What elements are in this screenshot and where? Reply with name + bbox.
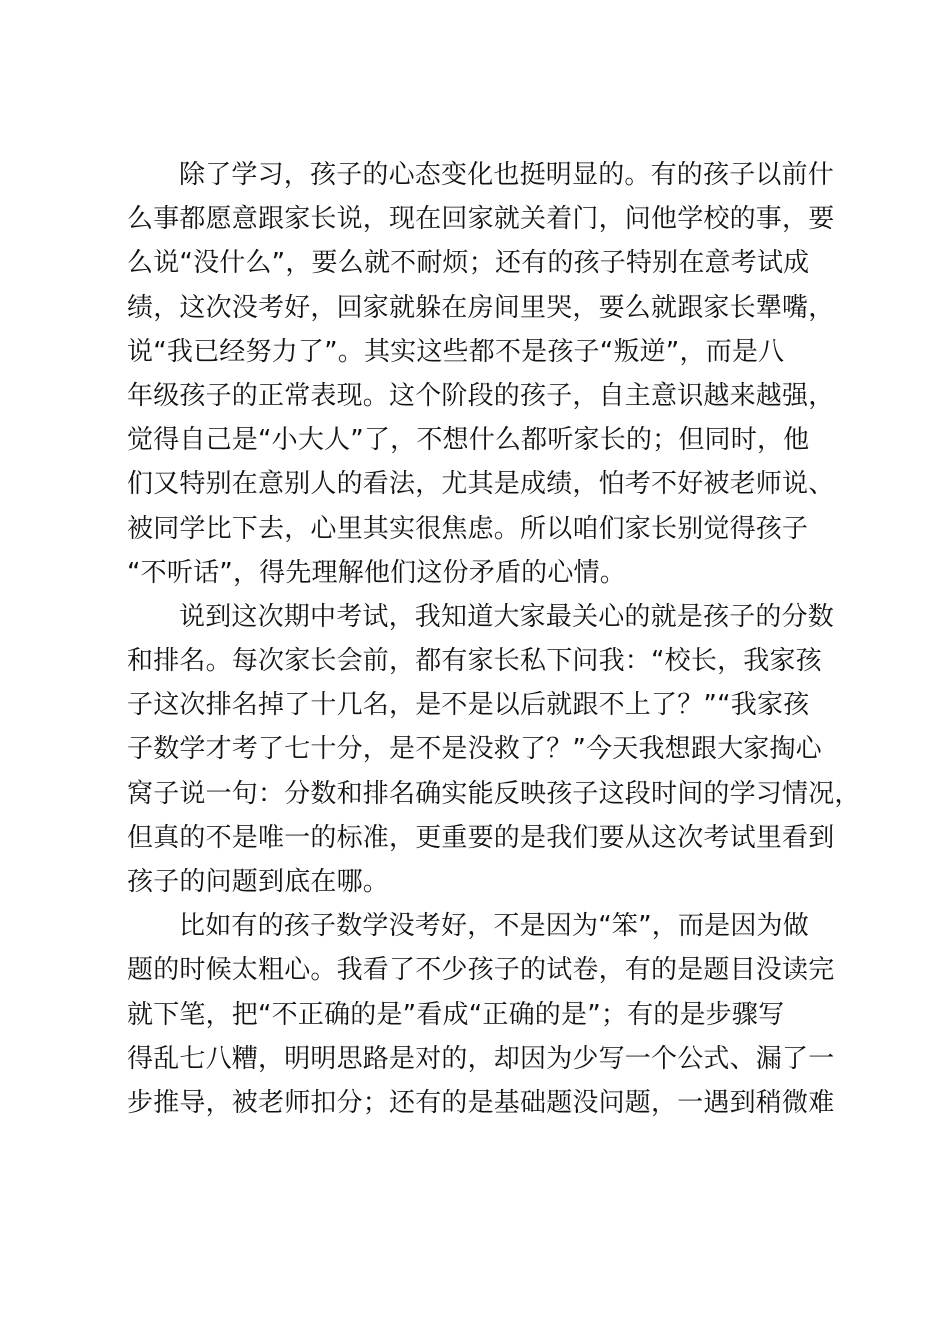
text-line: 说到这次期中考试，我知道大家最关心的就是孩子的分数 (179, 601, 835, 632)
text-line: 说“我已经努力了”。其实这些都不是孩子“叛逆”，而是八 (127, 336, 785, 367)
text-line: 么事都愿意跟家长说，现在回家就关着门，问他学校的事，要 (127, 204, 835, 235)
text-line: 和排名。每次家长会前，都有家长私下问我：“校长，我家孩 (127, 646, 822, 677)
text-line: 但真的不是唯一的标准，更重要的是我们要从这次考试里看到 (127, 822, 835, 853)
text-line: 被同学比下去，心里其实很焦虑。所以咱们家长别觉得孩子 (127, 513, 809, 544)
text-line: 窝子说一句：分数和排名确实能反映孩子这段时间的学习情况， (127, 778, 861, 809)
text-line: 孩子的问题到底在哪。 (127, 867, 390, 897)
text-line: 么说“没什么”，要么就不耐烦；还有的孩子特别在意考试成 (127, 248, 810, 279)
text-line: “不听话”，得先理解他们这份矛盾的心情。 (127, 557, 626, 588)
text-line: 年级孩子的正常表现。这个阶段的孩子，自主意识越来越强， (127, 380, 835, 411)
text-line: 除了学习，孩子的心态变化也挺明显的。有的孩子以前什 (179, 160, 835, 190)
text-line: 子这次排名掉了十几名，是不是以后就跟不上了？”“我家孩 (127, 690, 810, 721)
paragraph-1 (127, 153, 835, 595)
text-line: 比如有的孩子数学没考好，不是因为“笨”，而是因为做 (179, 911, 809, 942)
text-line: 得乱七八糟，明明思路是对的，却因为少写一个公式、漏了一 (127, 1043, 835, 1074)
text-line: 就下笔，把“不正确的是”看成“正确的是”；有的是步骤写 (127, 999, 785, 1030)
text-line: 觉得自己是“小大人”了，不想什么都听家长的；但同时，他 (127, 425, 810, 456)
text-line: 子数学才考了七十分，是不是没救了？”今天我想跟大家掏心 (127, 734, 822, 765)
text-line: 们又特别在意别人的看法，尤其是成绩，怕考不好被老师说、 (127, 469, 835, 500)
text-line: 题的时候太粗心。我看了不少孩子的试卷，有的是题目没读完 (127, 955, 835, 986)
text-line: 步推导，被老师扣分；还有的是基础题没问题，一遇到稍微难 (127, 1087, 835, 1118)
text-line: 绩，这次没考好，回家就躲在房间里哭，要么就跟家长犟嘴， (127, 292, 835, 323)
document-body (127, 153, 861, 1125)
paragraph-3 (127, 904, 835, 1125)
paragraph-2 (127, 595, 861, 904)
